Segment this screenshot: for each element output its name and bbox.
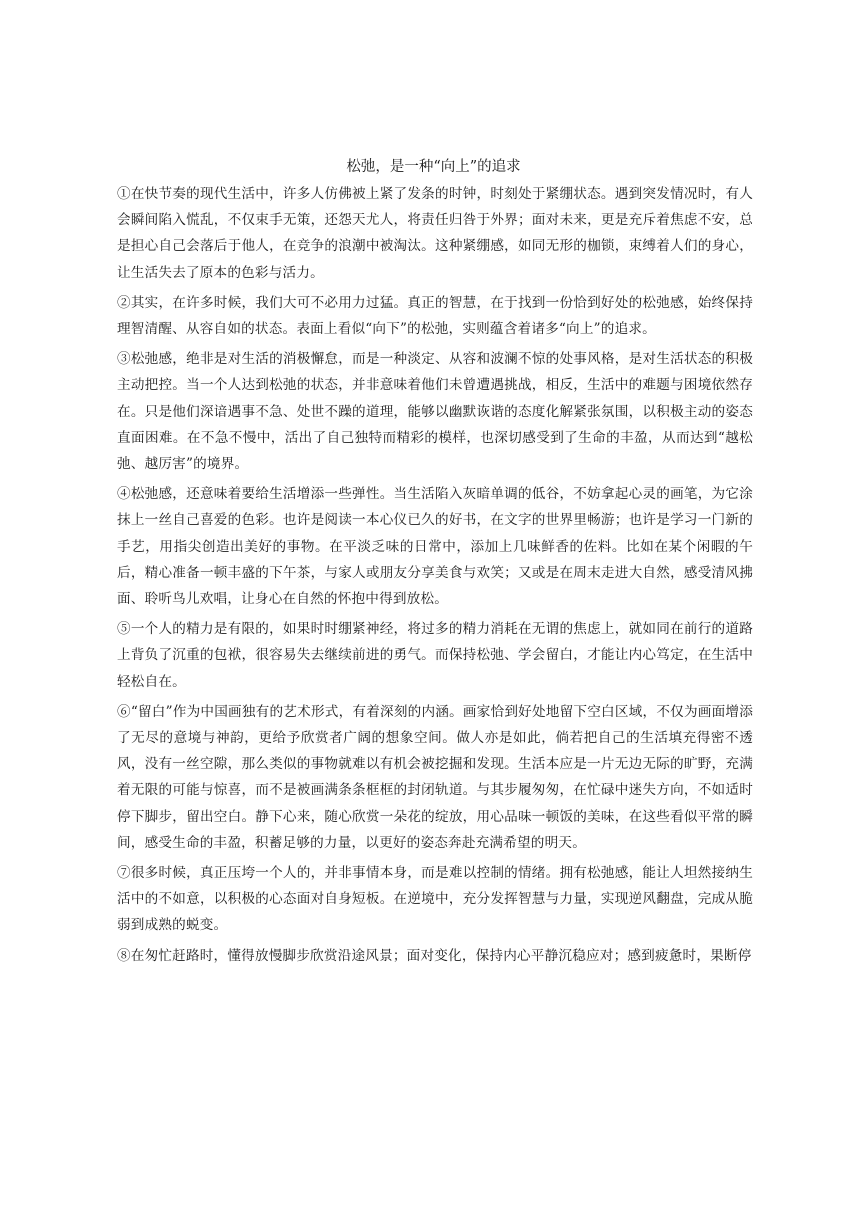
- paragraph-8: ⑧在匆忙赶路时，懂得放慢脚步欣赏沿途风景；面对变化，保持内心平静沉稳应对；感到疲惫时，果断停: [117, 947, 752, 964]
- paragraph-7: ⑦很多时候，真正压垮一个人的，并非事情本身，而是难以控制的情绪。拥有松弛感，能让人坦然接纳生活中的不如意，以积极的心态面对自身短板。在逆境中，充分发挥智慧与力量，实现逆风翻盘，完成从脆弱到成熟的蜕变。: [117, 865, 753, 934]
- paragraph-4: ④松弛感，还意味着要给生活增添一些弹性。当生活陷入灰暗单调的低谷，不妨拿起心灵的画笔，为它涂抹上一丝自己喜爱的色彩。也许是阅读一本心仪已久的好书，在文字的世界里畅游；也许是学习一门新的手艺，用指尖创造出美好的事物。在平淡乏味的日常中，添加上几味鲜香的佐料。比如在某个闲暇的午后，精心准备一顿丰盛的下午茶，与家人或朋友分享美食与欢笑；又或是在周末走进大自然，感受清风拂面、聆听鸟儿欢唱，让身心在自然的怀抱中得到放松。: [117, 486, 753, 608]
- paragraph-3: ③松弛感，绝非是对生活的消极懈怠，而是一种淡定、从容和波澜不惊的处事风格，是对生活状态的积极主动把控。当一个人达到松弛的状态，并非意味着他们未曾遭遇挑战，相反，生活中的难题与困境依然存在。只是他们深谙遇事不急、处世不躁的道理，能够以幽默诙谐的态度化解紧张氛围，以积极主动的姿态直面困难。在不急不慢中，活出了自己独特而精彩的模样，也深切感受到了生命的丰盈，从而达到“越松弛、越厉害”的境界。: [117, 351, 753, 473]
- paragraph-5: ⑤一个人的精力是有限的，如果时时绷紧神经，将过多的精力消耗在无谓的焦虑上，就如同在前行的道路上背负了沉重的包袱，很容易失去继续前进的勇气。而保持松弛、学会留白，才能让内心笃定，在生活中轻松自在。: [117, 621, 753, 690]
- paragraph-2: ②其实，在许多时候，我们大可不必用力过猛。真正的智慧，在于找到一份恰到好处的松弛感，始终保持理智清醒、从容自如的状态。表面上看似“向下”的松弛，实则蕴含着诸多“向上”的追求。: [117, 294, 753, 338]
- article-body: [117, 181, 753, 973]
- article-title: 松弛，是一种“向上”的追求: [346, 159, 521, 175]
- paragraph-6: ⑥“留白”作为中国画独有的艺术形式，有着深刻的内涵。画家恰到好处地留下空白区域，不仅为画面增添了无尽的意境与神韵，更给予欣赏者广阔的想象空间。做人亦是如此，倘若把自己的生活填充得密不透风，没有一丝空隙，那么类似的事物就难以有机会被挖掘和发现。生活本应是一片无边无际的旷野，充满着无限的可能与惊喜，而不是被画满条条框框的封闭轨道。与其步履匆匆，在忙碌中迷失方向，不如适时停下脚步，留出空白。静下心来，随心欣赏一朵花的绽放，用心品味一顿饭的美味，在这些看似平常的瞬间，感受生命的丰盈，积蓄足够的力量，以更好的姿态奔赴充满希望的明天。: [117, 703, 753, 851]
- paragraph-1: ①在快节奏的现代生活中，许多人仿佛被上紧了发条的时钟，时刻处于紧绷状态。遇到突发情况时，有人会瞬间陷入慌乱，不仅束手无策，还怨天尤人，将责任归咎于外界；面对未来，更是充斥着焦虑不安，总是担心自己会落后于他人，在竞争的浪潮中被淘汰。这种紧绷感，如同无形的枷锁，束缚着人们的身心，让生活失去了原本的色彩与活力。: [117, 186, 753, 281]
